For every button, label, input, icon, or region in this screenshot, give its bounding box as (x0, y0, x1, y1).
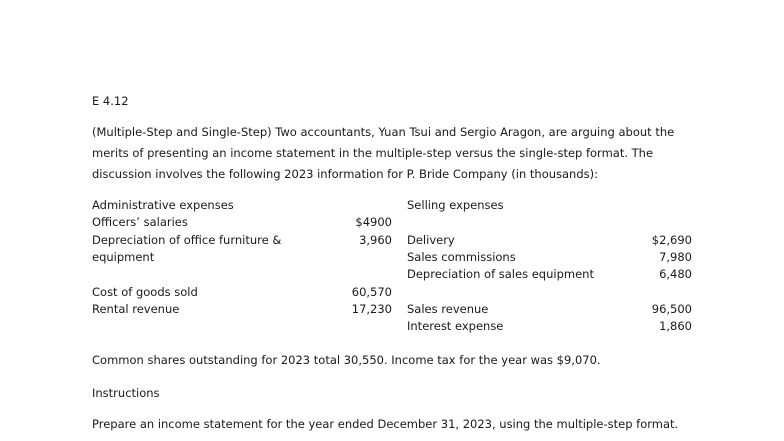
right-label-depreciation-sales: Depreciation of sales equipment (407, 267, 594, 281)
right-label-interest-expense: Interest expense (407, 319, 504, 333)
left-label-officers-salaries: Officers’ salaries (92, 215, 188, 229)
instructions-text: Prepare an income statement for the year ended December 31, 2023, using the multiple-step format. (92, 417, 679, 431)
right-label-delivery: Delivery (407, 233, 455, 247)
left-value-officers-salaries: $4900 (355, 215, 392, 229)
right-value-sales-revenue: 96,500 (651, 302, 692, 316)
right-label-sales-revenue: Sales revenue (407, 302, 489, 316)
left-value-depreciation-office: 3,960 (359, 233, 392, 247)
left-label-depreciation-office: Depreciation of office furniture & (92, 233, 282, 247)
left-value-cost-of-goods-sold: 60,570 (351, 285, 392, 299)
right-label-selling-expenses: Selling expenses (407, 198, 504, 212)
left-label-rental-revenue: Rental revenue (92, 302, 180, 316)
intro-line-1: (Multiple-Step and Single-Step) Two accountants, Yuan Tsui and Sergio Aragon, are arguing about the (92, 125, 675, 139)
right-label-sales-commissions: Sales commissions (407, 250, 516, 264)
intro-line-2: merits of presenting an income statement in the multiple-step versus the single-step format. The (92, 146, 654, 160)
right-value-delivery: $2,690 (651, 233, 692, 247)
shares-note: Common shares outstanding for 2023 total 30,550. Income tax for the year was $9,070. (92, 353, 601, 367)
right-value-depreciation-sales: 6,480 (659, 267, 692, 281)
intro-line-3: discussion involves the following 2023 information for P. Bride Company (in thousands): (92, 167, 598, 181)
exercise-number: E 4.12 (92, 94, 129, 108)
right-value-sales-commissions: 7,980 (659, 250, 692, 264)
instructions-heading: Instructions (92, 386, 160, 400)
left-label-cost-of-goods-sold: Cost of goods sold (92, 285, 198, 299)
left-label-equipment: equipment (92, 250, 155, 264)
left-value-rental-revenue: 17,230 (351, 302, 392, 316)
right-value-interest-expense: 1,860 (659, 319, 692, 333)
left-label-administrative-expenses: Administrative expenses (92, 198, 234, 212)
